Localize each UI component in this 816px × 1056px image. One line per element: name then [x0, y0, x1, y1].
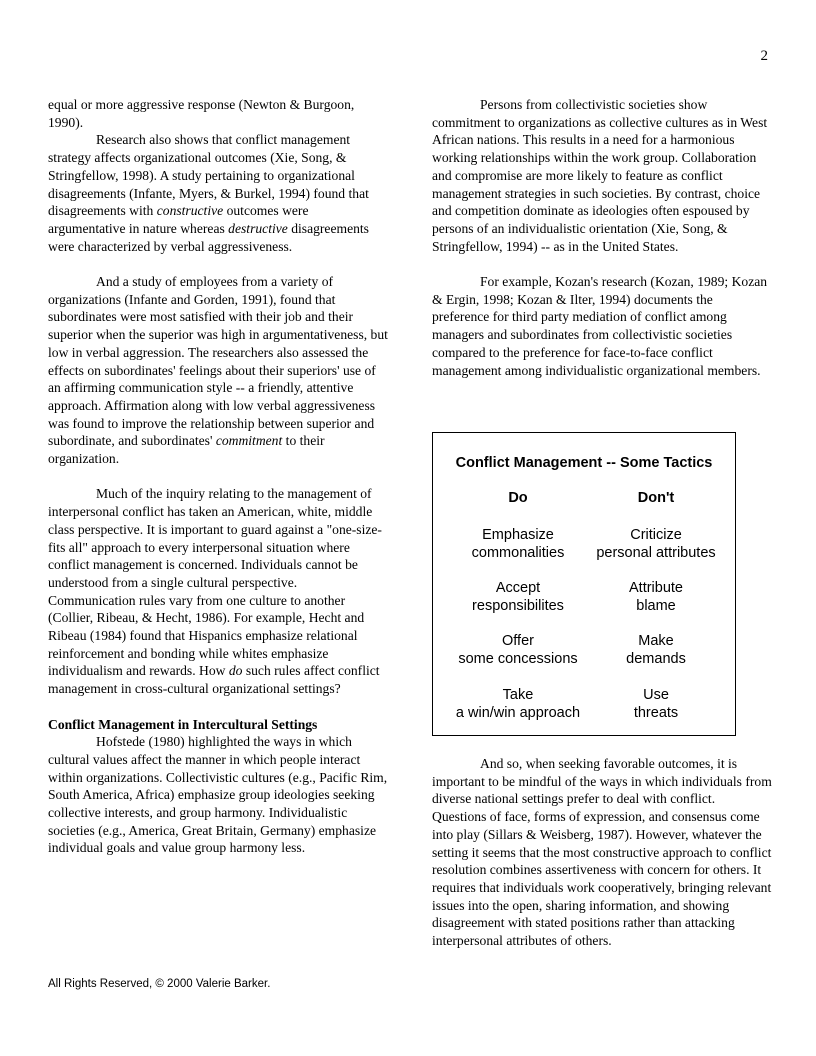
paragraph: Research also shows that conflict management strategy affects organizational outcomes (Xie, Song, & Stringfellow, 1998). A study pertaining to organizational disagreements (Infante, Myers, & Burkel, 1994) found that disagreements with constructive outcomes were argumentative in nature whereas destructive disagreements were characterized by verbal aggressiveness.	[48, 132, 369, 254]
dont-tactic: Attribute blame	[629, 580, 683, 614]
dont-tactic: Use threats	[633, 687, 679, 721]
do-tactic: Accept responsibilites	[472, 580, 564, 614]
dont-header: Don't	[637, 490, 675, 506]
paragraph: equal or more aggressive response (Newton & Burgoon, 1990).	[48, 97, 355, 130]
tactics-title: Conflict Management -- Some Tactics	[455, 455, 713, 471]
left-column	[48, 96, 388, 857]
section-heading: Conflict Management in Intercultural Settings	[48, 716, 318, 732]
paragraph: Persons from collectivistic societies show commitment to organizations as collective cultures as in West African nations. This results in a need for a harmonious working relationships within the work group. Collaboration and compromise are more likely to feature as conflict management strategies in such societies. By contrast, choice and competition dominate as ideologies often espoused by persons of an individualistic orientation (Xie, Song, & Stringfellow, 1994) -- as in the United States.	[432, 97, 768, 254]
dont-tactic: Criticize personal attributes	[596, 527, 716, 561]
page-number: 2	[760, 48, 768, 64]
paragraph: And so, when seeking favorable outcomes, it is important to be mindful of the ways in which individuals from diverse national settings prefer to deal with conflict. Questions of face, forms of expression, and consensus come into play (Sillars & Weisberg, 1987). However, whatever the setting it seems that the most constructive approach to conflict resolution combines assertiveness with concern for others. It requires that individuals work cooperatively, bringing relevant issues into the open, sharing information, and showing disagreement with stated positions rather than attacking interpersonal attributes of others.	[432, 756, 772, 949]
copyright-footer: All Rights Reserved, © 2000 Valerie Barker.	[48, 978, 271, 990]
dont-tactic: Make demands	[626, 633, 686, 667]
paragraph: Hofstede (1980) highlighted the ways in which cultural values affect the manner in which people interact within organizations. Collectivistic cultures (e.g., Pacific Rim, South America, Africa) emphasize group ideologies seeking collective interests, and group harmony. Individualistic societies (e.g., America, Great Britain, Germany) emphasize individual goals and value group harmony less.	[48, 734, 388, 856]
right-column	[432, 96, 772, 379]
tactics-box	[432, 432, 736, 736]
right-column-lower	[432, 755, 772, 950]
paragraph: For example, Kozan's research (Kozan, 1989; Kozan & Ergin, 1998; Kozan & Ilter, 1994) documents the preference for third party mediation of conflict among managers and subordinates from collectivistic societies compared to the preference for face-to-face conflict management among individualistic organizational members.	[432, 274, 768, 378]
do-tactic: Emphasize commonalities	[471, 527, 565, 561]
paragraph: Much of the inquiry relating to the management of interpersonal conflict has taken an American, white, middle class perspective. It is important to guard against a "one-size-fits all" approach to every interpersonal situation where conflict management is concerned. Individuals cannot be understood from a single cultural perspective. Communication rules vary from one culture to another (Collier, Ribeau, & Hecht, 1986). For example, Hecht and Ribeau (1984) found that Hispanics emphasize relational reinforcement and bonding while whites emphasize individualism and rewards. How do such rules affect conflict management in cross-cultural organizational settings?	[48, 486, 382, 697]
paragraph: And a study of employees from a variety of organizations (Infante and Gorden, 1991), found that subordinates were most satisfied with their job and their superior when the superior was high in argumentativeness, but low in verbal aggression. The researchers also assessed the effects on subordinates' feelings about their superiors' use of an affirming communication style -- a friendly, attentive approach. Affirmation along with low verbal aggressiveness was found to improve the relationship between superior and subordinate, and subordinates' commitment to their organization.	[48, 274, 388, 467]
do-tactic: Take a win/win approach	[455, 687, 581, 721]
do-header: Do	[508, 490, 528, 506]
do-tactic: Offer some concessions	[458, 633, 578, 667]
